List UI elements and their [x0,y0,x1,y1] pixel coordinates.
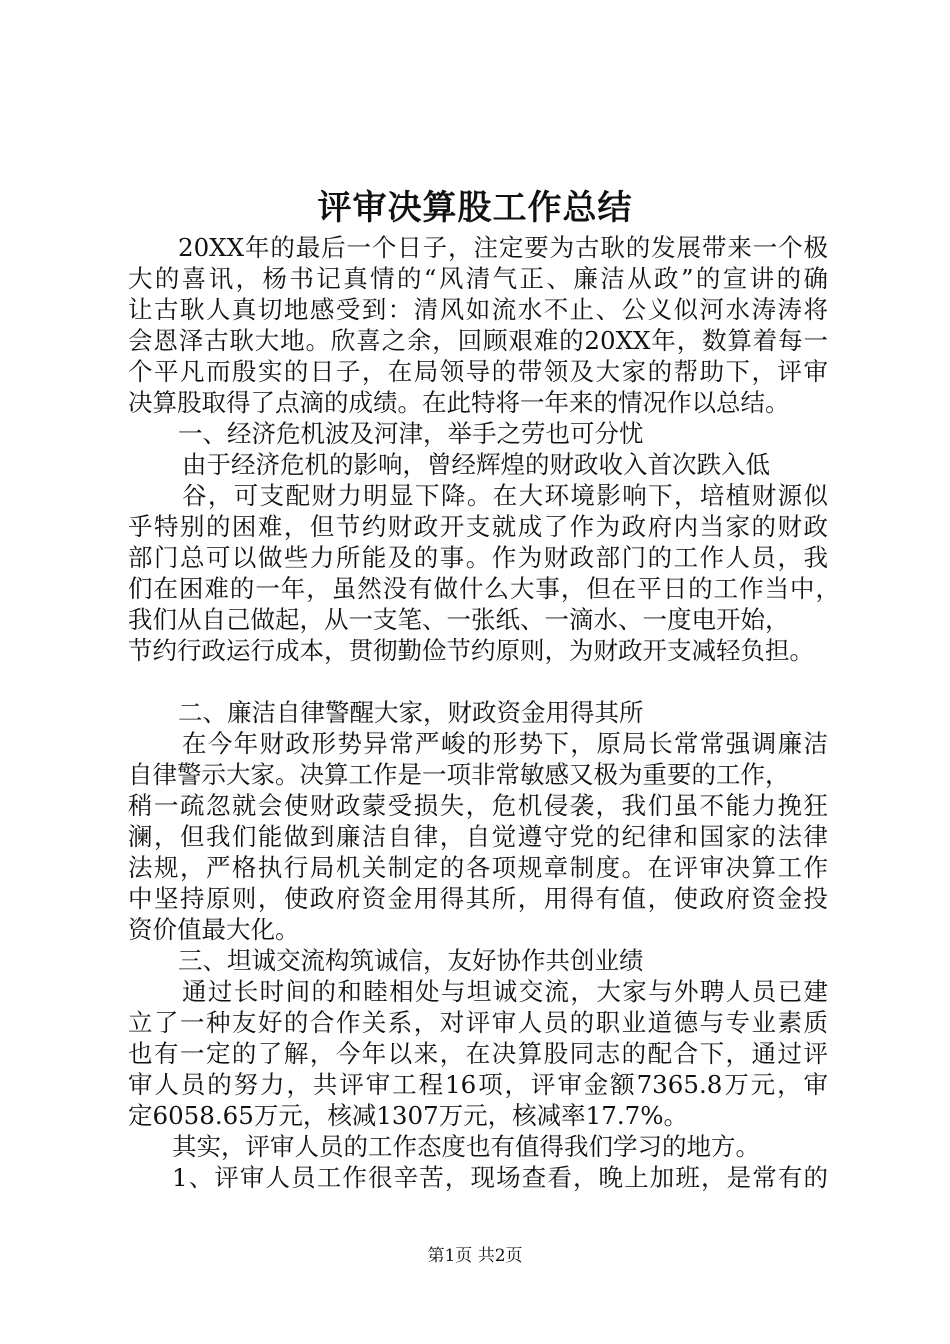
paragraph-line: 定6058.65万元，核减1307万元，核减率17.7%。 [128,1101,688,1130]
paragraph-line: 中坚持原则，使政府资金用得其所，用得有值，使政府资金投 [128,884,828,913]
page-number-footer: 第1页 共2页 [427,1246,523,1266]
document-title: 评审决算股工作总结 [317,188,633,228]
paragraph-line: 也有一定的了解，今年以来，在决算股同志的配合下，通过评 [128,1039,828,1068]
section-heading: 三、坦诚交流构筑诚信，友好协作共创业绩 [178,946,644,975]
paragraph-line: 让古耿人真切地感受到：清风如流水不止、公义似河水涛涛将 [128,295,828,324]
paragraph-line: 个平凡而殷实的日子，在局领导的带领及大家的帮助下，评审 [128,357,828,386]
paragraph-line: 我们从自己做起，从一支笔、一张纸、一滴水、一度电开始， [128,605,790,634]
paragraph-line: 法规，严格执行局机关制定的各项规章制度。在评审决算工作 [128,853,828,882]
paragraph-line: 通过长时间的和睦相处与坦诚交流，大家与外聘人员已建 [182,977,828,1006]
paragraph-line: 澜，但我们能做到廉洁自律，自觉遵守党的纪律和国家的法律 [128,822,828,851]
paragraph-line: 谷，可支配财力明显下降。在大环境影响下，培植财源似 [182,481,828,510]
paragraph-line: 1、评审人员工作很辛苦，现场查看，晚上加班，是常有的 [172,1163,828,1192]
paragraph-line: 在今年财政形势异常严峻的形势下，原局长常常强调廉洁 [182,729,828,758]
paragraph-line: 部门总可以做些力所能及的事。作为财政部门的工作人员，我 [128,543,828,572]
document-body [128,232,840,1193]
paragraph-line: 节约行政运行成本，贯彻勤俭节约原则，为财政开支减轻负担。 [128,636,814,665]
paragraph-line: 审人员的努力，共评审工程16项，评审金额7365.8万元，审 [128,1070,828,1099]
paragraph-line: 们在困难的一年，虽然没有做什么大事，但在平日的工作当中， [128,574,840,603]
paragraph-line: 会恩泽古耿大地。欣喜之余，回顾艰难的20XX年，数算着每一 [128,326,828,355]
paragraph-line: 20XX年的最后一个日子，注定要为古耿的发展带来一个极 [178,233,828,262]
paragraph-line: 稍一疏忽就会使财政蒙受损失，危机侵袭，我们虽不能力挽狂 [128,791,828,820]
paragraph-line: 立了一种友好的合作关系，对评审人员的职业道德与专业素质 [128,1008,828,1037]
section-heading: 二、廉洁自律警醒大家，财政资金用得其所 [178,698,644,727]
paragraph-line: 由于经济危机的影响，曾经辉煌的财政收入首次跌入低 [182,450,770,479]
paragraph-line: 大的喜讯，杨书记真情的“风清气正、廉洁从政”的宣讲的确 [128,264,828,293]
paragraph-line: 乎特别的困难，但节约财政开支就成了作为政府内当家的财政 [128,512,828,541]
paragraph-line: 资价值最大化。 [128,915,300,944]
paragraph-line: 决算股取得了点滴的成绩。在此特将一年来的情况作以总结。 [128,388,790,417]
section-heading: 一、经济危机波及河津，举手之劳也可分忧 [178,419,644,448]
blank-line [128,666,828,697]
paragraph-line: 自律警示大家。决算工作是一项非常敏感又极为重要的工作， [128,760,790,789]
paragraph-line: 其实，评审人员的工作态度也有值得我们学习的地方。 [172,1132,760,1161]
